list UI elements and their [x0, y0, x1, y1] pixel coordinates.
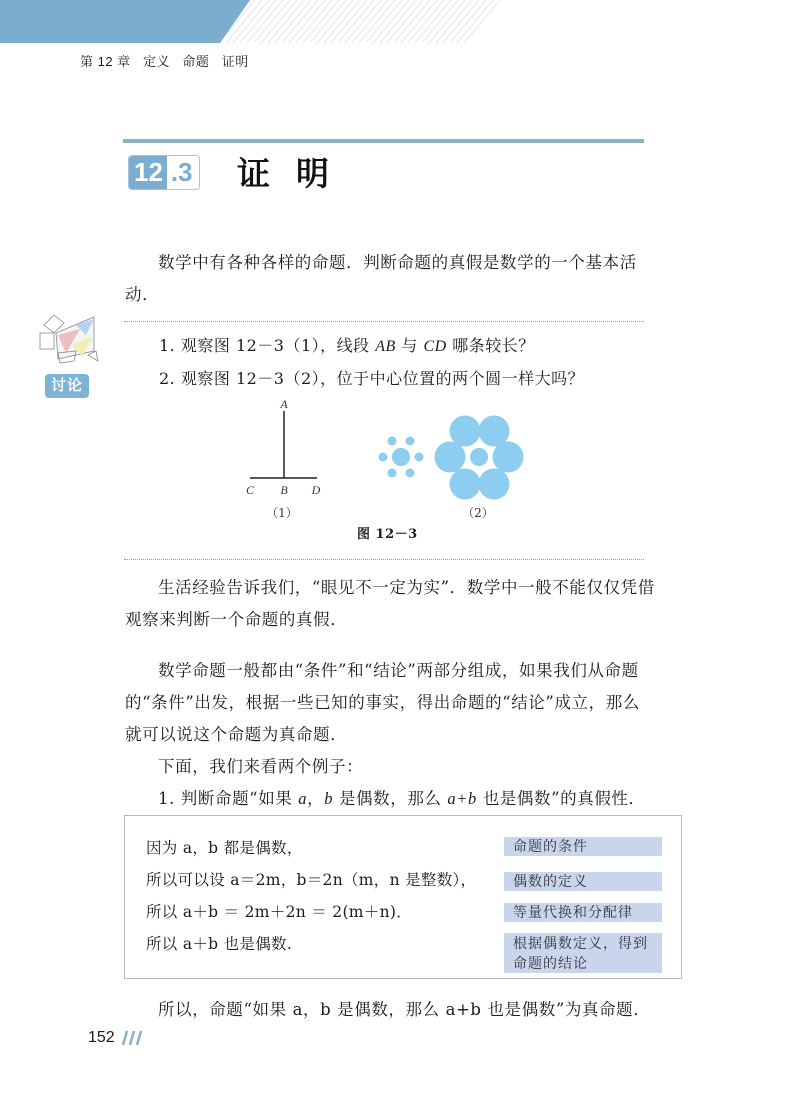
- question-2: 2. 观察图 12－3（2），位于中心位置的两个圆一样大吗？: [159, 369, 585, 388]
- running-head: 第 12 章 定义 命题 证明: [80, 54, 249, 69]
- page-footer: [88, 1029, 143, 1047]
- proof-note-1: 命题的条件: [504, 837, 662, 856]
- proof-note-3: 等量代换和分配律: [504, 903, 662, 922]
- page-number: 152: [88, 1029, 115, 1046]
- example-1-statement: 1. 判断命题“如果 a，b 是偶数，那么 a+b 也是偶数”的真假性．: [158, 789, 646, 808]
- paragraph-structure: 数学命题一般都由“条件”和“结论”两部分组成，如果我们从命题的“条件”出发，根据一些已知的事实，得出命题的“结论”成立，那么就可以说这个命题为真命题．: [125, 661, 640, 744]
- proof-line-2: 所以可以设 a＝2m，b＝2n（m，n 是整数），: [146, 871, 477, 889]
- proof-line-3: 所以 a＋b ＝ 2m＋2n ＝ 2(m＋n)．: [146, 903, 413, 921]
- section-title: 证明: [237, 154, 355, 193]
- svg-text:D: D: [311, 483, 321, 497]
- intro-paragraph: 数学中有各种各样的命题．判断命题的真假是数学的一个基本活动．: [125, 253, 637, 304]
- section-rule: [123, 139, 644, 143]
- svg-text:A: A: [280, 397, 288, 411]
- svg-text:（2）: （2）: [462, 506, 494, 520]
- section-number-badge: [128, 155, 200, 190]
- proof-note-2: 偶数的定义: [504, 872, 662, 891]
- discussion-icon: [36, 313, 100, 367]
- dotted-divider-bottom: [124, 559, 644, 560]
- svg-text:B: B: [280, 483, 288, 497]
- section-number-major: 12: [129, 156, 167, 189]
- proof-line-1: 因为 a，b 都是偶数，: [146, 839, 303, 857]
- examples-block: [125, 751, 665, 815]
- paragraph-observation: 生活经验告诉我们，“眼见不一定为实”．数学中一般不能仅仅凭借观察来判断一个命题的真假．: [125, 578, 655, 629]
- discussion-questions: [159, 330, 639, 395]
- examples-intro: 下面，我们来看两个例子：: [158, 757, 364, 776]
- header-band: [0, 0, 801, 43]
- figure-2-ebbinghaus: [379, 416, 524, 521]
- svg-text:C: C: [245, 483, 255, 497]
- figure-1-t-shape: [246, 397, 321, 520]
- conclusion: 所以，命题“如果 a，b 是偶数，那么 a+b 也是偶数”为真命题．: [158, 1000, 651, 1019]
- section-number-minor: .3: [167, 156, 199, 189]
- proof-line-4: 所以 a＋b 也是偶数.: [146, 935, 293, 953]
- svg-text:（1）: （1）: [266, 506, 298, 520]
- page-slashes-icon: [117, 1030, 143, 1046]
- proof-note-4: 根据偶数定义，得到命题的结论: [504, 933, 662, 973]
- proof-lines: [146, 832, 476, 960]
- figure-caption: 图 12－3: [357, 527, 418, 542]
- dotted-divider-top: [124, 321, 644, 322]
- question-1: 1. 观察图 12－3（1），线段 AB 与 CD 哪条较长？: [159, 336, 535, 355]
- discussion-badge: 讨论: [45, 374, 89, 398]
